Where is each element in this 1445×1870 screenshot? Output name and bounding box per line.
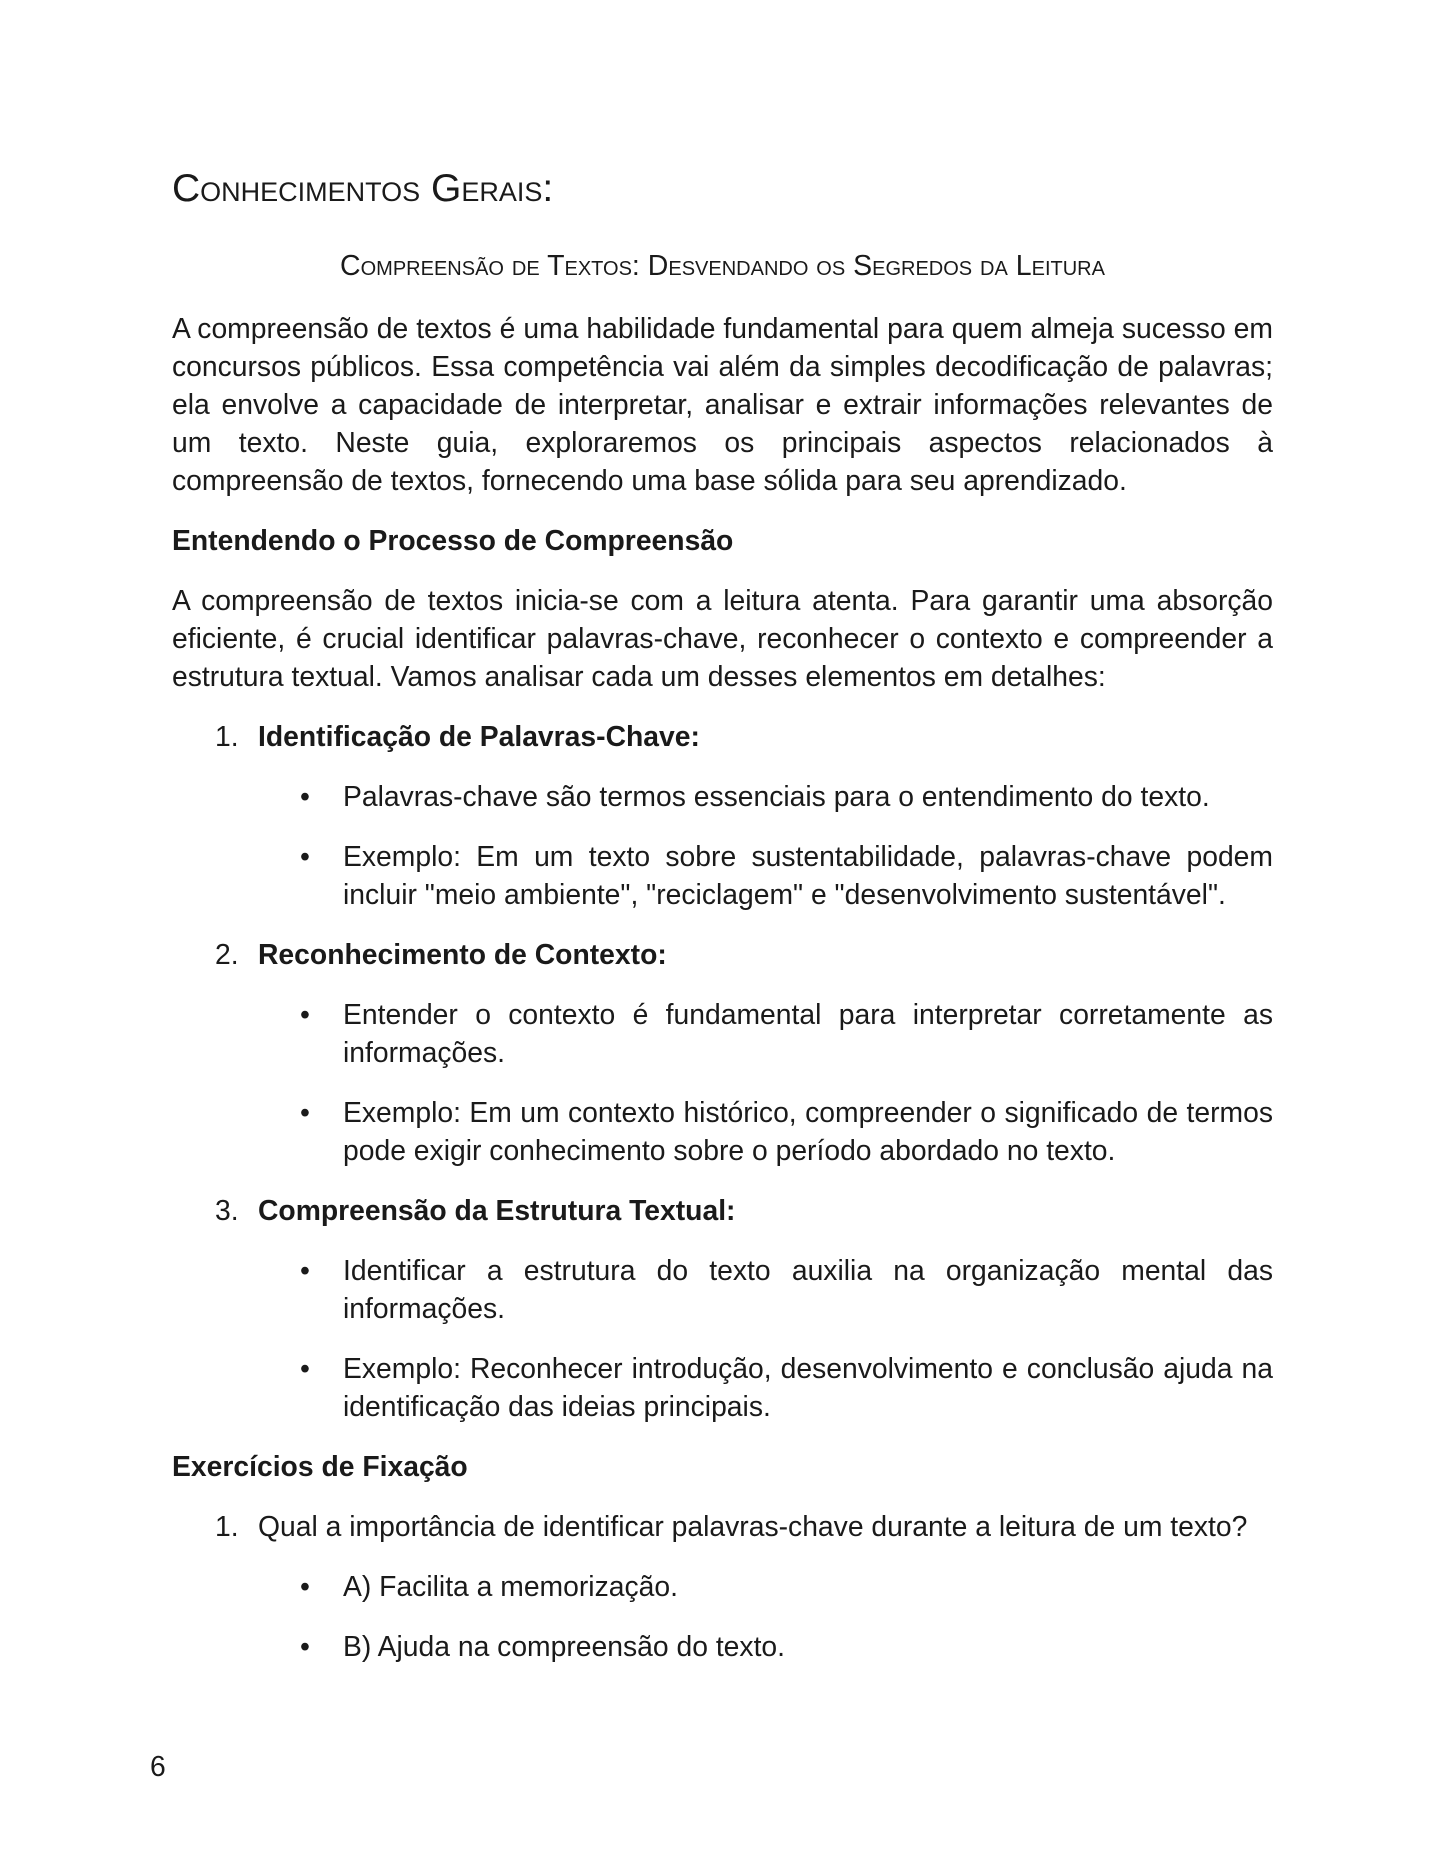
section-heading-process: Entendendo o Processo de Compreensão bbox=[172, 524, 734, 556]
option-text: B) Ajuda na compreensão do texto. bbox=[343, 1630, 786, 1662]
bullet-item bbox=[172, 995, 1273, 1071]
bullet-text: Exemplo: Em um texto sobre sustentabilidade, palavras-chave podem incluir "meio ambiente", "reciclagem" e "desenvolvimento sustentável". bbox=[343, 840, 1273, 910]
bullet-icon: • bbox=[300, 840, 310, 872]
item-title: Reconhecimento de Contexto: bbox=[258, 938, 667, 970]
item-title: Compreensão da Estrutura Textual: bbox=[258, 1194, 736, 1226]
numbered-item-3 bbox=[172, 1191, 1273, 1229]
process-paragraph: A compreensão de textos inicia-se com a leitura atenta. Para garantir uma absorção eficiente, é crucial identificar palavras-chave, reconhecer o contexto e compreender a estrutura textual. Vamos analisar cada um desses elementos em detalhes: bbox=[172, 584, 1273, 692]
bullet-item bbox=[172, 1093, 1273, 1169]
item-number: 3. bbox=[215, 1194, 239, 1226]
bullet-icon: • bbox=[300, 1570, 310, 1602]
bullet-text: Exemplo: Em um contexto histórico, compreender o significado de termos pode exigir conhecimento sobre o período abordado no texto. bbox=[343, 1096, 1273, 1166]
bullet-icon: • bbox=[300, 998, 310, 1030]
item-title: Identificação de Palavras-Chave: bbox=[258, 720, 700, 752]
numbered-item-1 bbox=[172, 717, 1273, 755]
page-number: 6 bbox=[150, 1750, 166, 1782]
bullet-text: Entender o contexto é fundamental para interpretar corretamente as informações. bbox=[343, 998, 1273, 1068]
question-number: 1. bbox=[215, 1510, 239, 1542]
bullet-icon: • bbox=[300, 1352, 310, 1384]
option-item-b bbox=[172, 1627, 1273, 1665]
page-subtitle: Compreensão de Textos: Desvendando os Segredos da Leitura bbox=[340, 250, 1105, 282]
bullet-item bbox=[172, 1251, 1273, 1327]
question-text: Qual a importância de identificar palavras-chave durante a leitura de um texto? bbox=[258, 1510, 1248, 1542]
bullet-icon: • bbox=[300, 1096, 310, 1128]
option-text: A) Facilita a memorização. bbox=[343, 1570, 678, 1602]
bullet-text: Exemplo: Reconhecer introdução, desenvolvimento e conclusão ajuda na identificação das ideias principais. bbox=[343, 1352, 1273, 1422]
section-heading-exercises: Exercícios de Fixação bbox=[172, 1450, 468, 1482]
item-number: 2. bbox=[215, 938, 239, 970]
bullet-text: Identificar a estrutura do texto auxilia na organização mental das informações. bbox=[343, 1254, 1273, 1324]
question-item-1 bbox=[172, 1507, 1273, 1545]
item-number: 1. bbox=[215, 720, 239, 752]
bullet-icon: • bbox=[300, 780, 310, 812]
page-title: Conhecimentos Gerais: bbox=[172, 167, 554, 210]
bullet-icon: • bbox=[300, 1254, 310, 1286]
bullet-item bbox=[172, 777, 1273, 815]
bullet-icon: • bbox=[300, 1630, 310, 1662]
numbered-item-2 bbox=[172, 935, 1273, 973]
option-item-a bbox=[172, 1567, 1273, 1605]
bullet-text: Palavras-chave são termos essenciais para o entendimento do texto. bbox=[343, 780, 1210, 812]
bullet-item bbox=[172, 837, 1273, 913]
bullet-item bbox=[172, 1349, 1273, 1425]
intro-paragraph: A compreensão de textos é uma habilidade fundamental para quem almeja sucesso em concursos públicos. Essa competência vai além da simples decodificação de palavras; ela envolve a capacidade de interpretar, analisar e extrair informações relevantes de um texto. Neste guia, exploraremos os principais aspectos relacionados à compreensão de textos, fornecendo uma base sólida para seu aprendizado. bbox=[172, 312, 1273, 496]
